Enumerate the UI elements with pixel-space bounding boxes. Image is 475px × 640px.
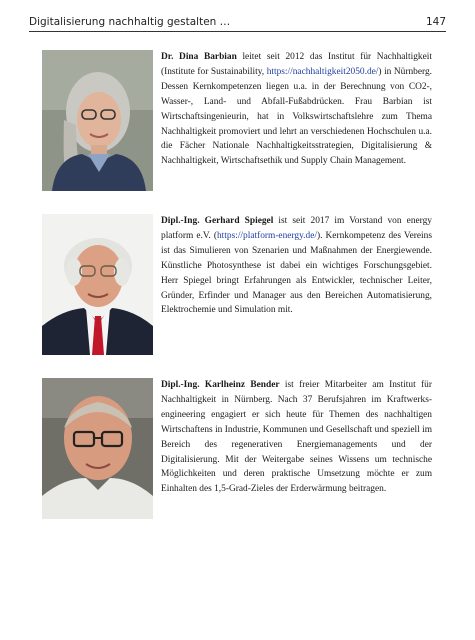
bio-text-part: ist freier Mitarbeiter am Institut für Nachhaltigkeit in Nürnberg. Nach 37 Berufsjahren im Kraftwerks-engineering engagiert er sich heute für Themen des nachhaltigen Wirtschaftens in Industrie, Kommunen und Gesellschaft und speziell im Bereich des regenerativen Energiemanagements und der Digitalisierung. Mit der Weitergabe seines Wissens um technische Möglichkeiten und deren praktische Umsetzung möchte er zum Einhalten des 1,5-Grad-Zieles der Erderwärmung beitragen. bbox=[161, 380, 432, 495]
bio-text-part: leitet seit 2012 das Institut für Nachhaltigkeit (Institute for Sustainability, bbox=[161, 52, 432, 77]
portrait-photo bbox=[42, 378, 153, 519]
bio-text bbox=[161, 214, 432, 318]
person-name: Dipl.-Ing. Gerhard Spiegel bbox=[161, 216, 274, 226]
portrait-photo bbox=[42, 50, 153, 191]
bio-text-part: ). Kernkompetenz des Vereins ist das Simulieren von Szenarien und Maßnahmen der Energiewende. Künstliche Photosynthese ist dabei ein wichtiges Forschungsgebiet. Herr Spiegel bringt Erfahrungen als Entwickler, technischer Leiter, Gründer, Erfinder und Manager aus den Bereichen Automatisierung, Elektrochemie und Simulation mit. bbox=[161, 230, 432, 316]
website-link[interactable]: https://platform-energy.de/ bbox=[216, 230, 317, 241]
bio-text bbox=[161, 50, 432, 169]
person-name: Dr. Dina Barbian bbox=[161, 52, 237, 62]
portrait-photo bbox=[42, 214, 153, 355]
bio-text-part: ) in Nürnberg. Dessen Kernkompetenzen liegen u.a. in der Berechnung von CO2-, Wasser-, Land- und Abfall-Fußabdrücken. Frau Barbian ist Wirtschaftsingenieurin, hat in Volkswirtschaftslehre zum Thema Nachhaltigkeit promoviert und lehrt an verschiedenen Hochschulen u.a. die Fächer Nationale Nachhaltigkeitsstrategien, Digitalisierung & Nachhaltigkeit, Wirtschaftsethik und Supply Chain Management. bbox=[161, 66, 433, 167]
person-name: Dipl.-Ing. Karlheinz Bender bbox=[161, 380, 280, 390]
bio-text bbox=[161, 378, 432, 497]
page-number: 147 bbox=[425, 16, 446, 28]
bio-text-part: ist seit 2017 im Vorstand von energy platform e.V. ( bbox=[161, 216, 432, 241]
header-rule bbox=[29, 31, 446, 32]
website-link[interactable]: https://nachhaltigkeit2050.de/ bbox=[266, 66, 379, 77]
running-title: Digitalisierung nachhaltig gestalten … bbox=[29, 16, 231, 28]
